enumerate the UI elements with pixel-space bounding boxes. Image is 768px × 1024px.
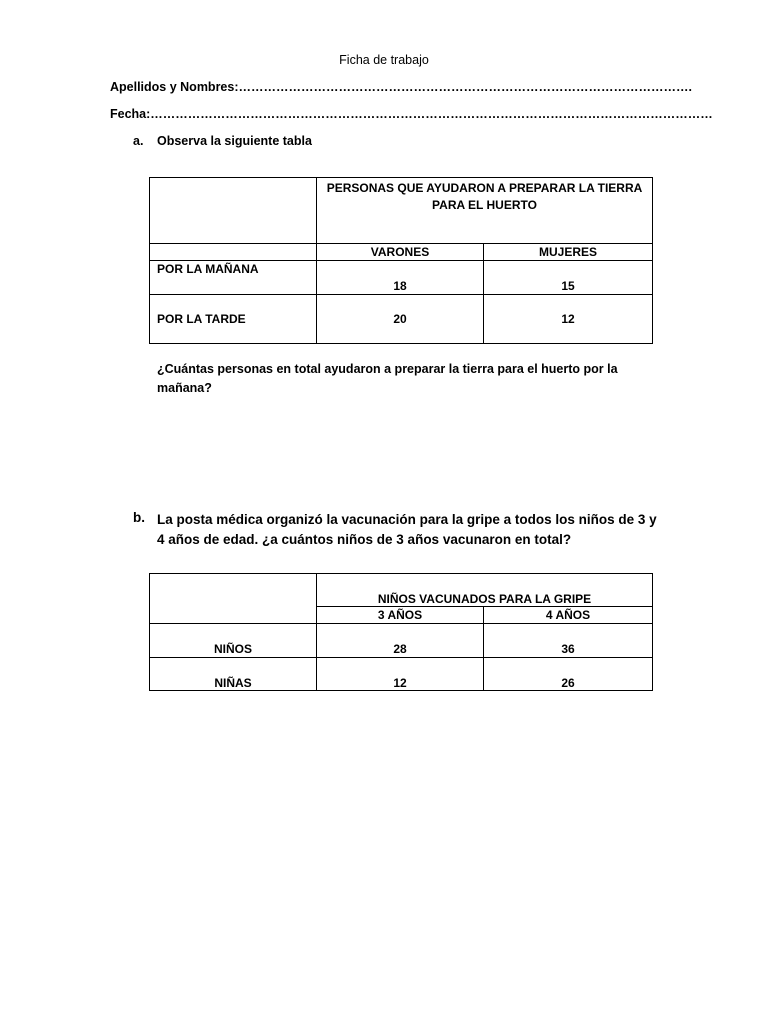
table-corner-cell <box>150 574 317 624</box>
table-cell: 12 <box>317 658 484 691</box>
column-header: MUJERES <box>484 244 653 261</box>
table-cell: 15 <box>484 261 653 295</box>
row-label: POR LA MAÑANA <box>150 261 317 295</box>
table-cell: 20 <box>317 295 484 344</box>
column-header: 4 AÑOS <box>484 607 653 624</box>
vaccination-table <box>149 573 653 691</box>
table-cell: 12 <box>484 295 653 344</box>
column-header: 3 AÑOS <box>317 607 484 624</box>
vaccination-table-title: NIÑOS VACUNADOS PARA LA GRIPE <box>317 574 653 607</box>
table-row <box>150 624 653 658</box>
table-row <box>150 261 653 295</box>
section-b-marker: b. <box>133 510 145 525</box>
table-empty-cell <box>150 244 317 261</box>
row-label: POR LA TARDE <box>150 295 317 344</box>
table-cell: 26 <box>484 658 653 691</box>
table-cell: 18 <box>317 261 484 295</box>
section-a-question: ¿Cuántas personas en total ayudaron a preparar la tierra para el huerto por la mañana? <box>157 362 618 395</box>
table-row <box>150 295 653 344</box>
row-label: NIÑOS <box>150 624 317 658</box>
table-row <box>150 658 653 691</box>
helpers-table-title: PERSONAS QUE AYUDARON A PREPARAR LA TIERRA PARA EL HUERTO <box>317 178 653 244</box>
names-field-line: Apellidos y Nombres:………………………………………………………………………………………………. <box>110 80 692 94</box>
date-field-line: Fecha:……………………………………………………………………………………………………………………… <box>110 107 713 121</box>
column-header: VARONES <box>317 244 484 261</box>
section-a-marker: a. <box>133 134 144 148</box>
helpers-table <box>149 177 653 344</box>
section-a-instruction: Observa la siguiente tabla <box>157 134 312 148</box>
table-corner-cell <box>150 178 317 244</box>
page-title: Ficha de trabajo <box>339 53 429 67</box>
table-cell: 28 <box>317 624 484 658</box>
table-cell: 36 <box>484 624 653 658</box>
row-label: NIÑAS <box>150 658 317 691</box>
section-b-question: La posta médica organizó la vacunación para la gripe a todos los niños de 3 y 4 años de edad. ¿a cuántos niños de 3 años vacunaron en total? <box>157 512 657 547</box>
